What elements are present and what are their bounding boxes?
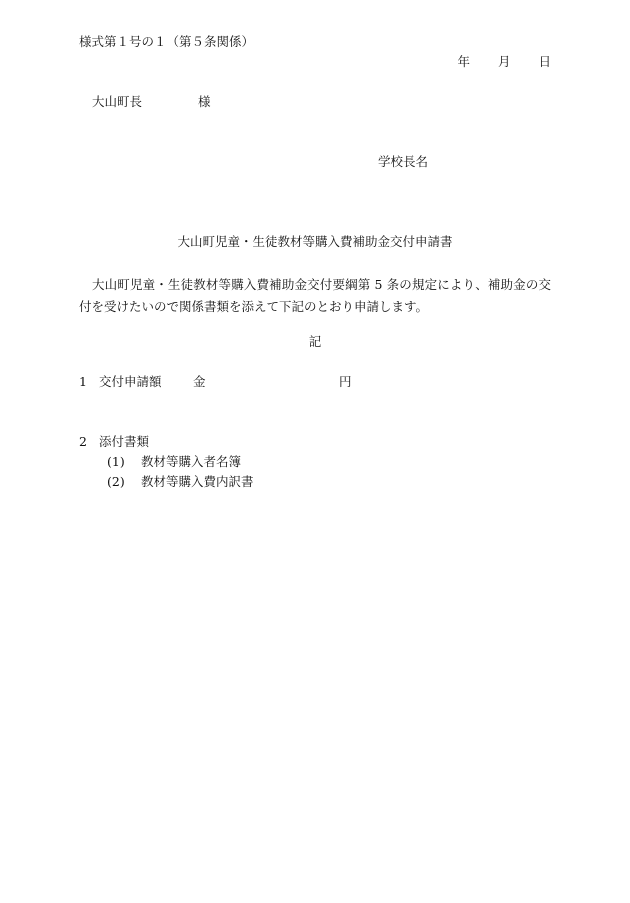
addressee-honorific: 様 <box>198 94 211 109</box>
item-label: 交付申請額 <box>99 374 162 389</box>
item-attachments <box>79 436 149 449</box>
item-application-amount <box>79 376 352 389</box>
addressee <box>92 96 211 109</box>
form-number: 様式第１号の１（第５条関係） <box>79 34 255 49</box>
item-number: 1 <box>79 374 87 389</box>
addressee-name: 大山町長 <box>92 94 143 109</box>
attachment-text: 教材等購入費内訳書 <box>141 474 254 489</box>
item-label: 添付書類 <box>99 434 150 449</box>
attachment-item <box>107 476 254 489</box>
date-year: 年 <box>457 54 470 69</box>
date-month: 月 <box>497 54 511 69</box>
date-line <box>457 56 551 69</box>
item-number: 2 <box>79 434 87 449</box>
body-text: 大山町児童・生徒教材等購入費補助金交付要綱第 5 条の規定により、補助金の交付を受けたいので関係書類を添えて下記のとおり申請します。 <box>79 277 551 314</box>
amount-suffix: 円 <box>339 374 352 389</box>
ki-heading: 記 <box>308 334 322 349</box>
attachment-item <box>107 456 241 469</box>
applicant-name: 学校長名 <box>378 154 429 169</box>
date-day: 日 <box>538 54 551 69</box>
amount-prefix: 金 <box>193 374 206 389</box>
attachment-text: 教材等購入者名簿 <box>141 454 242 469</box>
attachment-index: (2) <box>107 474 125 489</box>
attachment-index: (1) <box>107 454 125 469</box>
document-title: 大山町児童・生徒教材等購入費補助金交付申請書 <box>177 234 453 249</box>
